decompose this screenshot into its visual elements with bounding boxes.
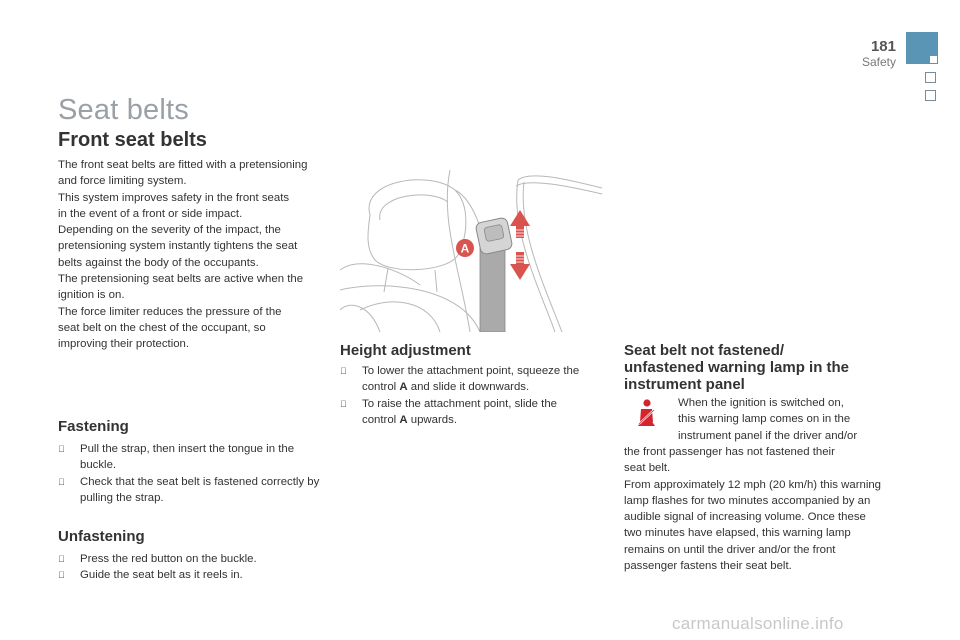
page-title: Seat belts xyxy=(58,94,189,126)
bullet-icon xyxy=(58,567,65,583)
fastening-heading: Fastening xyxy=(58,418,129,435)
paragraph: The force limiter reduces the pressure of the seat belt on the chest of the occupant, so improving their protection. xyxy=(58,305,282,351)
paragraph: This system improves safety in the front seats in the event of a front or side impact. xyxy=(58,191,290,220)
list-item: To lower the attachment point, squeeze the control A and slide it downwards. xyxy=(340,363,602,396)
height-adjustment-heading: Height adjustment xyxy=(340,342,471,359)
control-label: A xyxy=(399,413,408,426)
list-item: To raise the attachment point, slide the control A upwards. xyxy=(340,396,587,429)
bullet-icon xyxy=(340,396,347,412)
height-adjustment-list xyxy=(340,363,602,428)
paragraph: Depending on the severity of the impact, the pretensioning system instantly tightens the seat belts against the body of the occupants. xyxy=(58,224,298,269)
warning-lamp-heading: Seat belt not fastened/ unfastened warning lamp in the instrument panel xyxy=(624,342,850,393)
paragraph: The front seat belts are fitted with a pretensioning and force limiting system. xyxy=(58,159,308,188)
paragraph: The pretensioning seat belts are active when the ignition is on. xyxy=(58,273,304,302)
figure-label-a: A xyxy=(460,241,470,256)
section-tab xyxy=(906,32,938,64)
page-number: 181 xyxy=(870,38,896,55)
seat-belt-height-illustration xyxy=(340,160,602,332)
front-seat-belts-text xyxy=(58,157,320,353)
tab-dot xyxy=(930,56,937,63)
front-seat-belts-heading: Front seat belts xyxy=(58,129,207,151)
bullet-icon xyxy=(58,551,65,567)
bullet-icon xyxy=(340,363,347,379)
unfastening-list xyxy=(58,551,320,584)
warning-text xyxy=(624,444,882,574)
tab-box-1 xyxy=(925,72,936,83)
watermark: carmanualsonline.info xyxy=(672,614,844,633)
warning-intro-text: When the ignition is switched on, this warning lamp comes on in the instrument panel if the driver and/or xyxy=(678,397,858,442)
list-item: Press the red button on the buckle. xyxy=(58,551,320,567)
fastening-list xyxy=(58,441,320,506)
list-item: Check that the seat belt is fastened correctly by pulling the strap. xyxy=(58,474,320,507)
list-item: Pull the strap, then insert the tongue in the buckle. xyxy=(58,441,320,474)
seat-belt-warning-icon xyxy=(632,398,660,430)
section-label: Safety xyxy=(861,55,896,69)
list-item: Guide the seat belt as it reels in. xyxy=(58,567,320,583)
paragraph: From approximately 12 mph (20 km/h) this warning lamp flashes for two minutes accompanied by an audible signal of increasing volume. Once these two minutes have elapsed, this warning lamp remains on until the driver and/or the front passenger fastens their seat belt. xyxy=(624,478,882,573)
bullet-icon xyxy=(58,474,65,490)
control-label: A xyxy=(399,381,408,394)
tab-box-2 xyxy=(925,90,936,101)
bullet-icon xyxy=(58,441,65,457)
paragraph: the front passenger has not fastened their seat belt. xyxy=(624,446,835,475)
unfastening-heading: Unfastening xyxy=(58,528,145,545)
